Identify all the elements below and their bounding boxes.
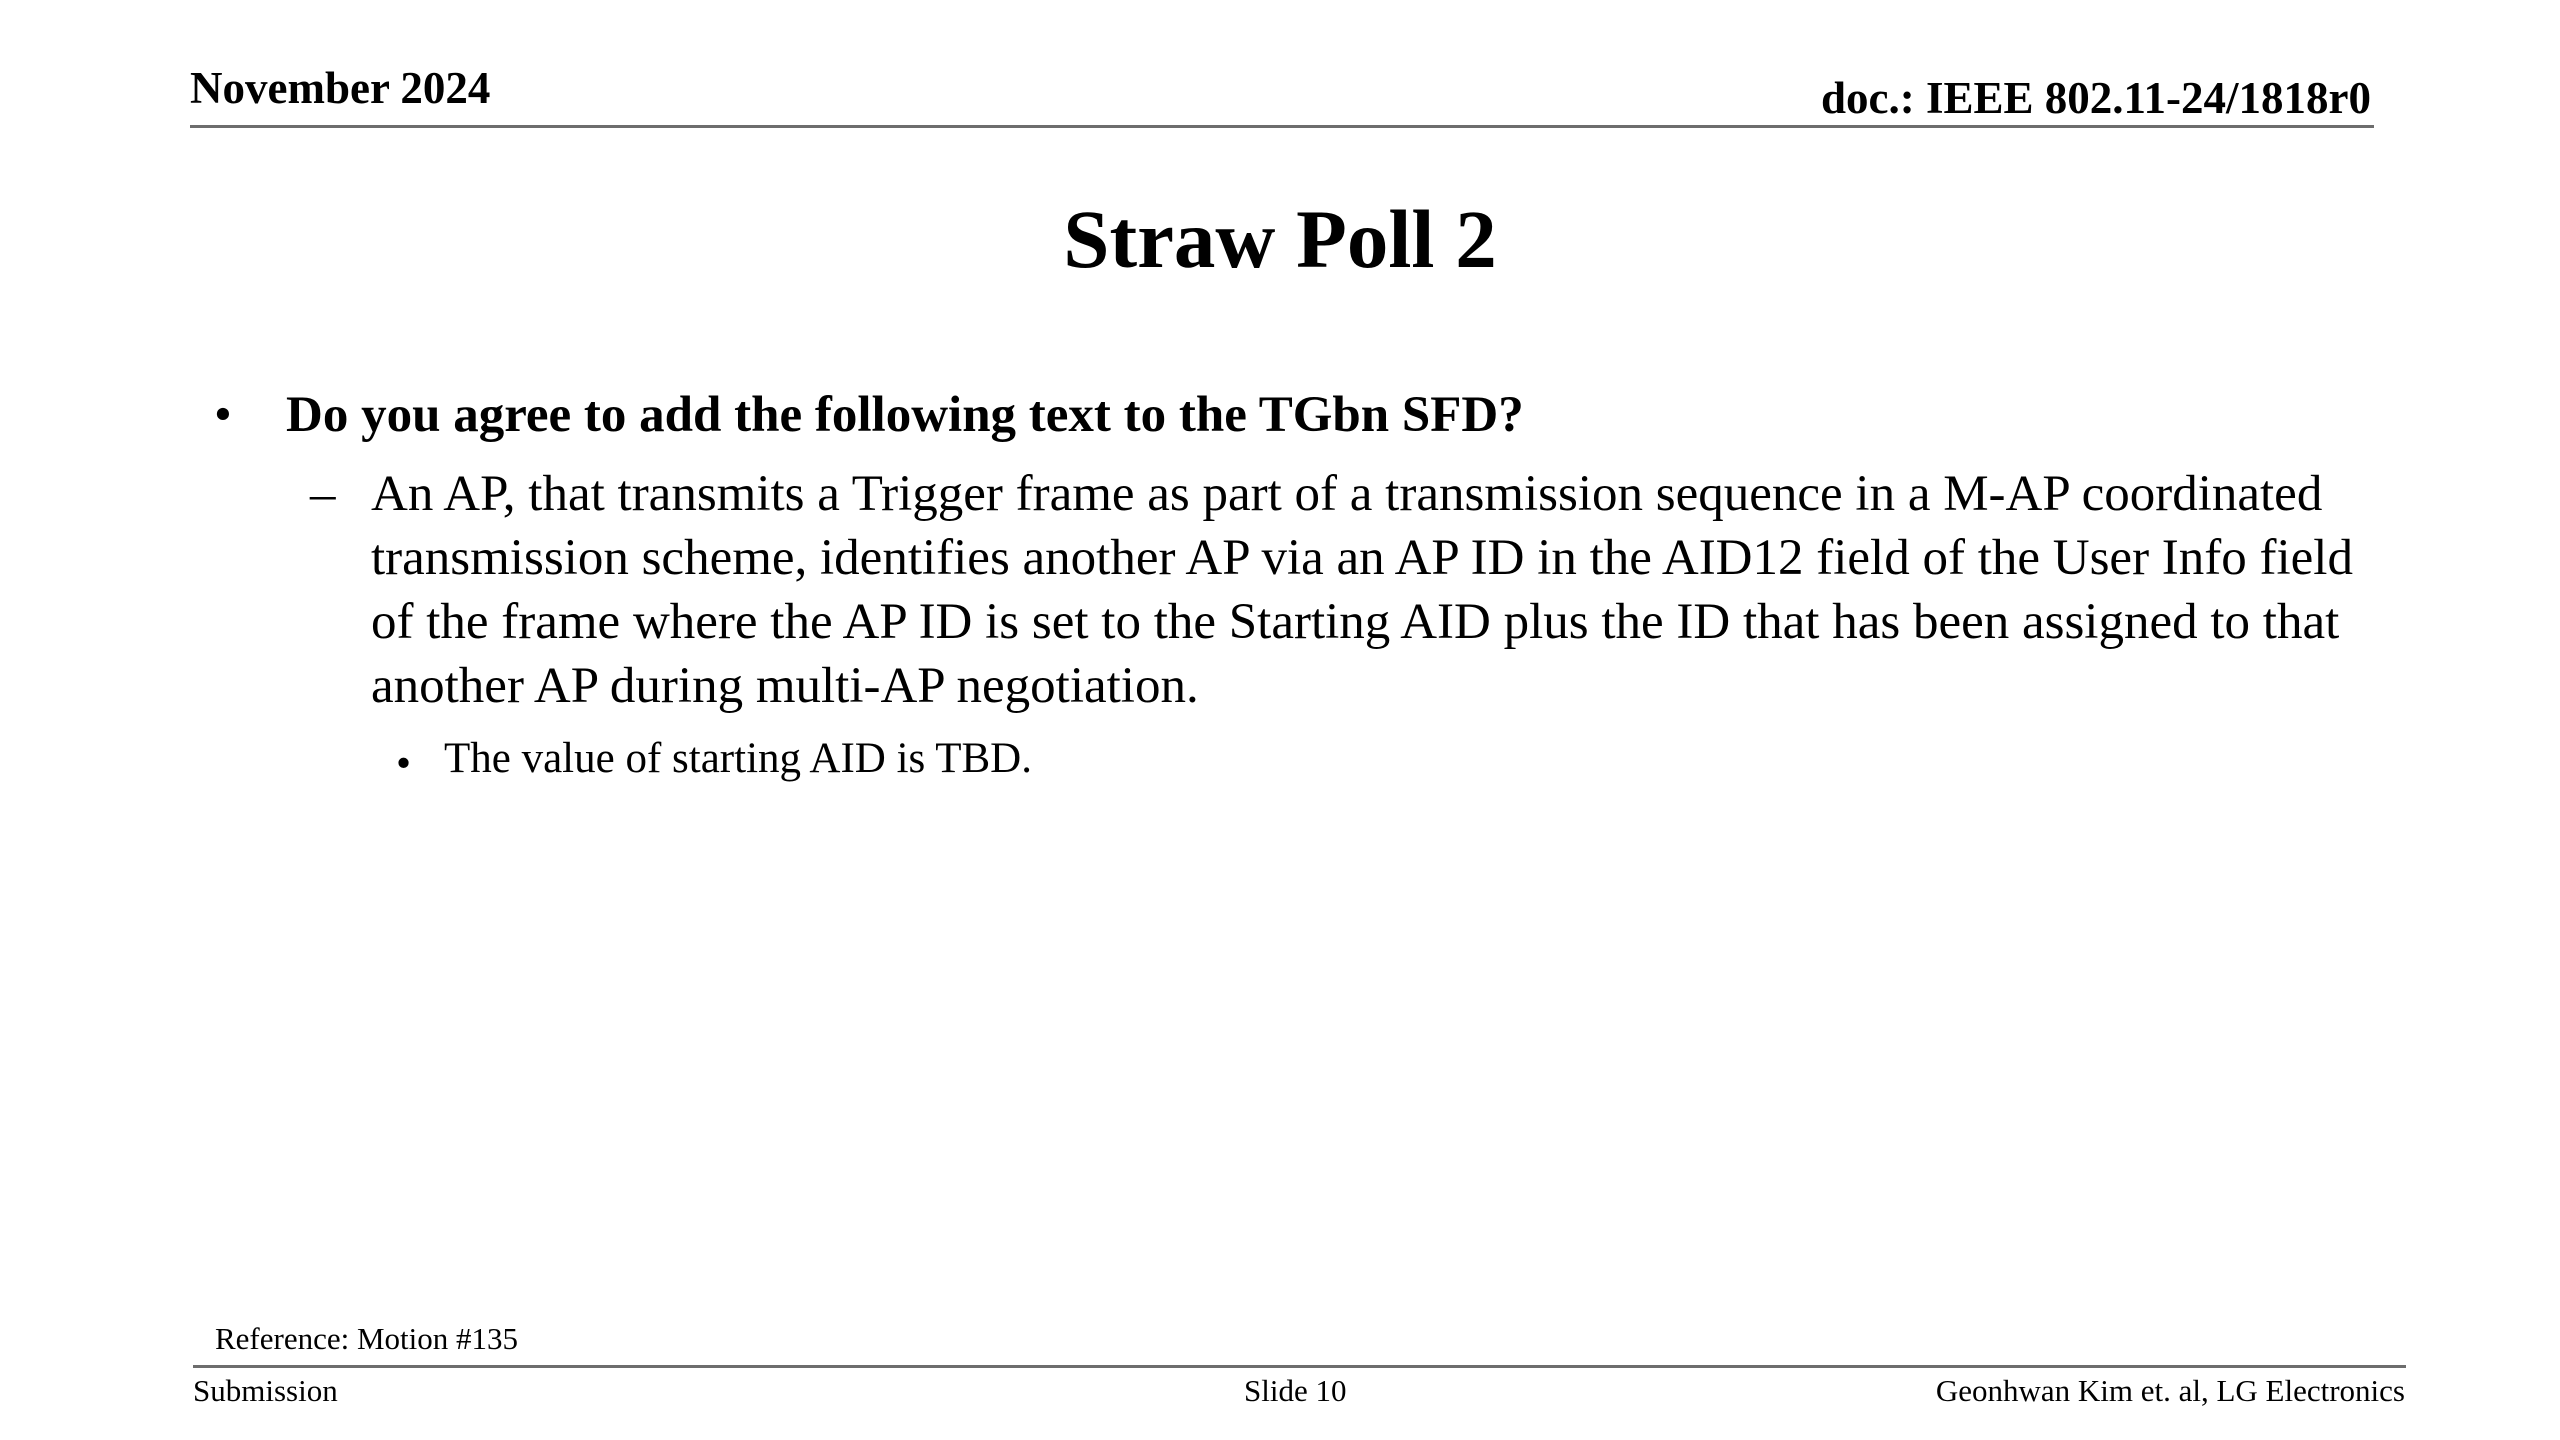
header-date: November 2024 — [190, 63, 491, 113]
sub-sub-bullet-marker: • — [396, 740, 412, 787]
footer-submission: Submission — [193, 1373, 338, 1408]
reference-note: Reference: Motion #135 — [215, 1321, 519, 1356]
bullet-question: Do you agree to add the following text to the TGbn SFD? — [286, 387, 1524, 443]
sub-bullet-proposed-text: An AP, that transmits a Trigger frame as part of a transmission sequence in a M-AP coordinated transmission scheme, identifies another AP via an AP ID in the AID12 field of the User Info field of the frame where the AP ID is set to the Starting AID plus the ID that has been assigned to that another AP during multi-AP negotiation. — [371, 466, 2353, 714]
slide-title: Straw Poll 2 — [1063, 193, 1497, 285]
footer-divider — [193, 1365, 2406, 1368]
sub-sub-bullet-note: The value of starting AID is TBD. — [444, 735, 1032, 782]
footer-author: Geonhwan Kim et. al, LG Electronics — [1935, 1373, 2405, 1408]
sub-bullet-marker: – — [310, 466, 336, 522]
bullet-marker: • — [214, 387, 232, 443]
header-doc-id: doc.: IEEE 802.11-24/1818r0 — [1820, 73, 2371, 123]
header-divider — [190, 125, 2374, 128]
footer-slide-number: Slide 10 — [1244, 1373, 1347, 1408]
